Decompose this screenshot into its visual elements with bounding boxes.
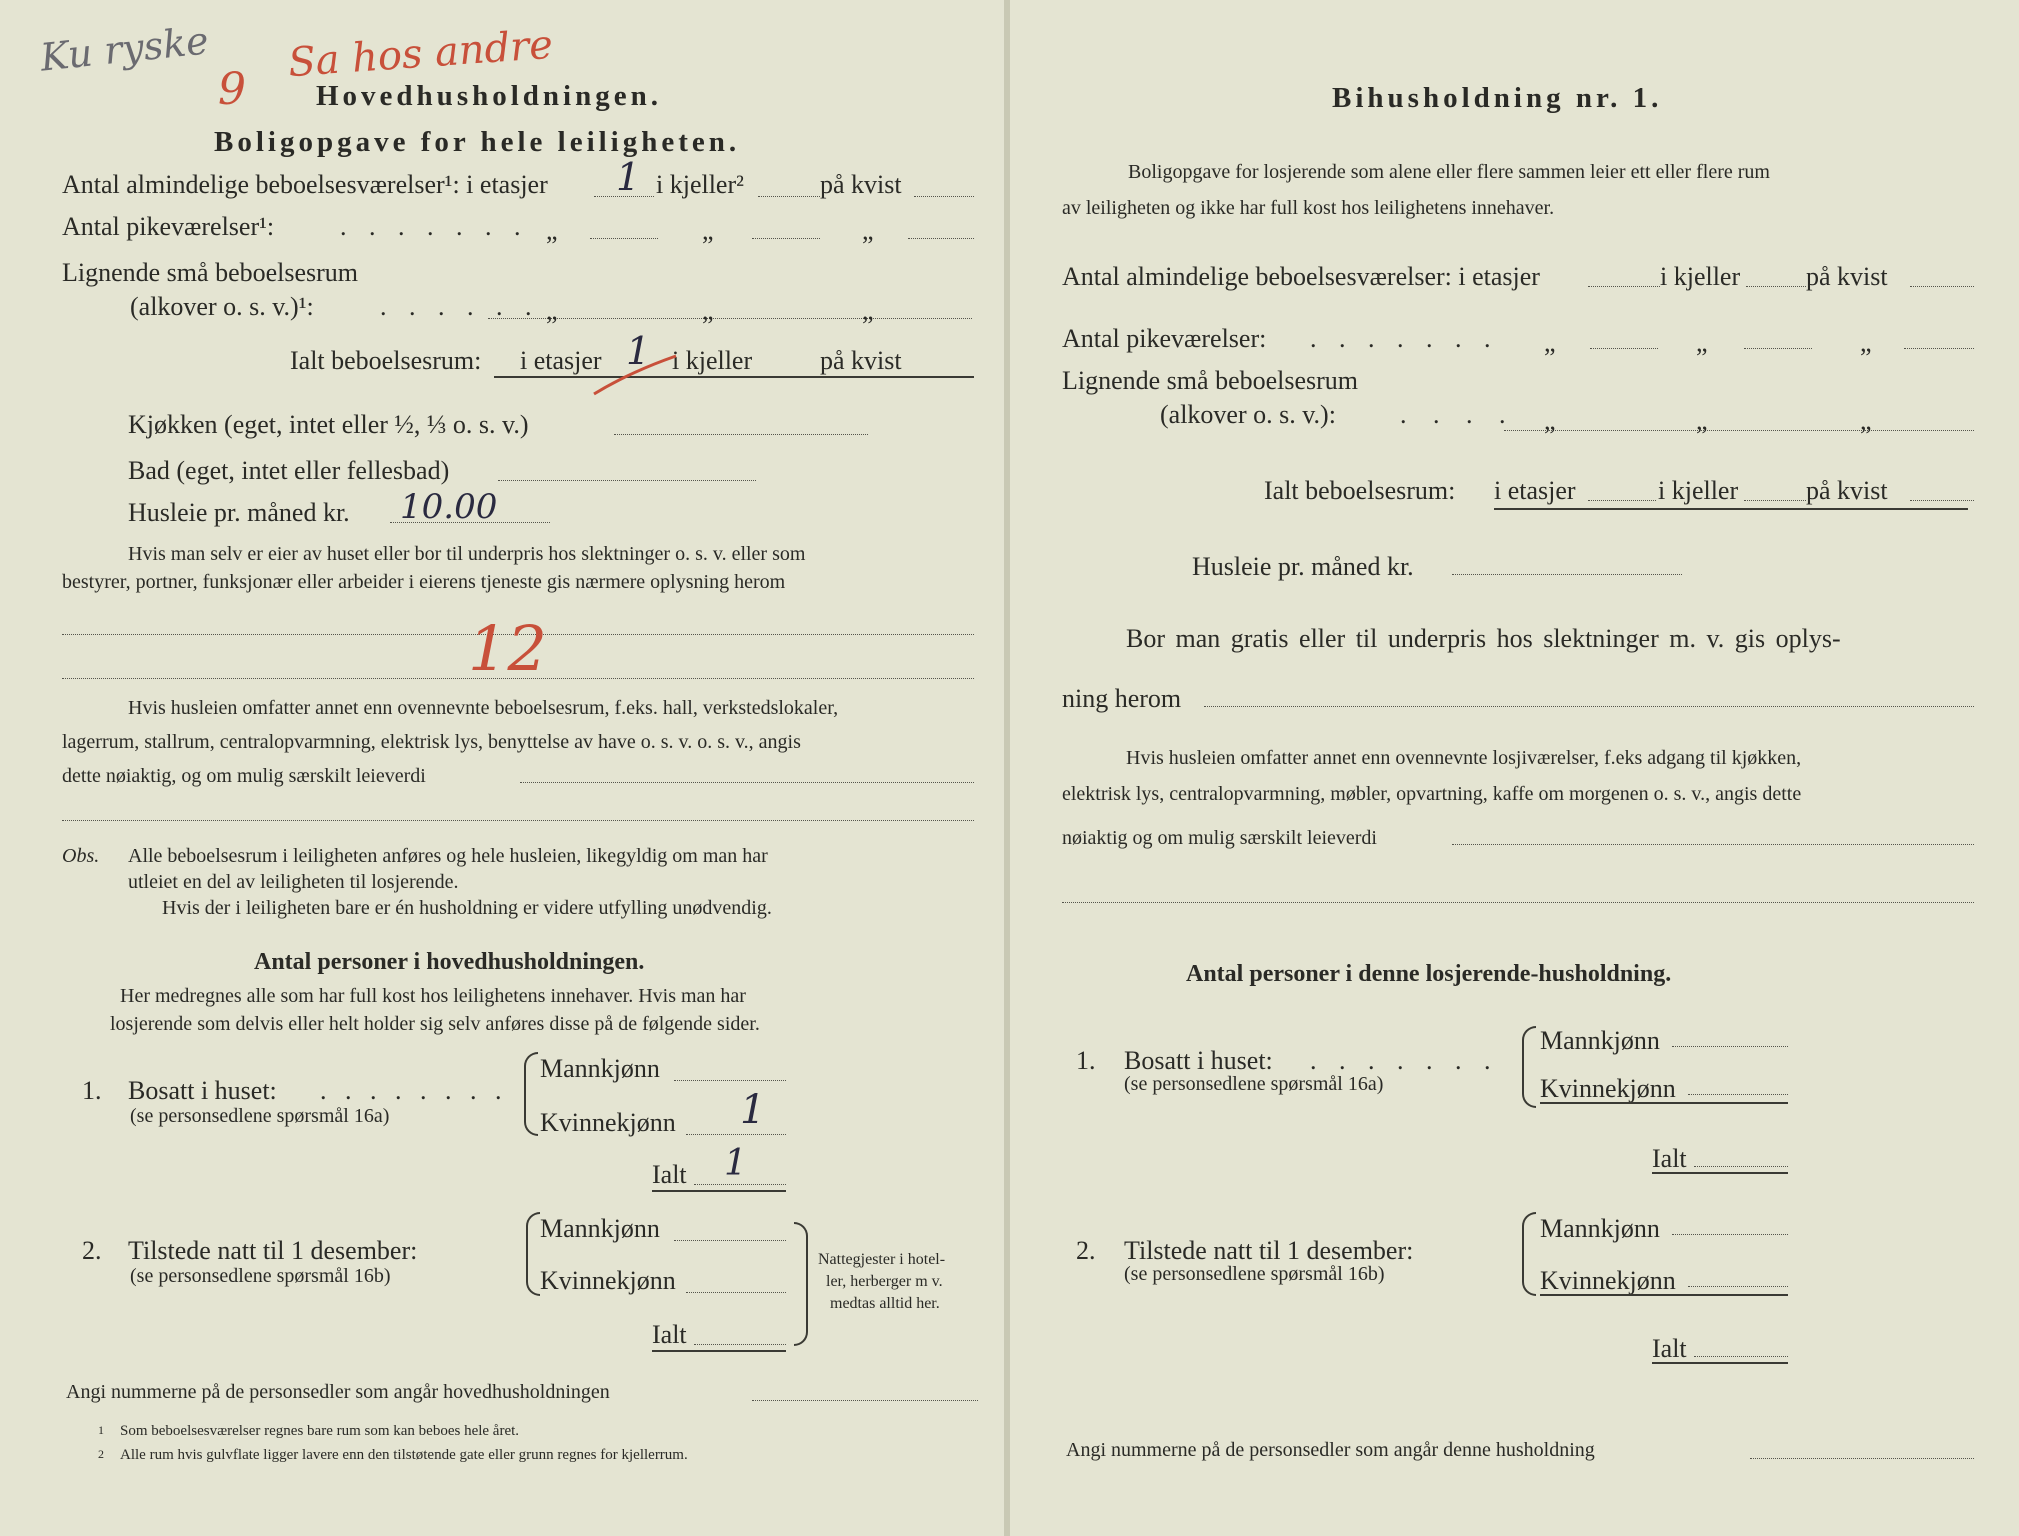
- left-bad: Bad (eget, intet eller fellesbad): [128, 456, 450, 485]
- right-ialt-kjeller: i kjeller: [1658, 476, 1739, 505]
- left-obs-label: Obs.: [62, 845, 100, 867]
- left-obs-l2: utleiet en del av leiligheten til losjerende.: [128, 871, 459, 893]
- handwriting-number-9: 9: [218, 64, 246, 115]
- right-row1-label: Antal almindelige beboelsesværelser: i etasjer: [1062, 262, 1540, 291]
- right-title: Bihusholdning nr. 1.: [1332, 82, 1663, 114]
- left-para2-line1: [520, 782, 974, 783]
- left-row3-q3: „: [862, 296, 874, 325]
- right-q1-num: 1.: [1076, 1046, 1096, 1075]
- left-para2-l3: dette nøiaktig, og om mulig særskilt leieverdi: [62, 765, 426, 787]
- right-ialt-kvist: på kvist: [1806, 476, 1888, 505]
- right-para-l2: elektrisk lys, centralopvarmning, møbler, opvartning, kaffe om morgenen o. s. v., angis dette: [1062, 783, 1802, 805]
- right-q2-label: Tilstede natt til 1 desember:: [1124, 1236, 1414, 1265]
- right-row2-dots: . . . . . . .: [1310, 324, 1499, 353]
- right-para-l3: nøiaktig og om mulig særskilt leieverdi: [1062, 827, 1377, 849]
- left-angi-line: [752, 1400, 978, 1401]
- right-bor-l2: ning herom: [1062, 684, 1182, 713]
- left-row1-kjeller: i kjeller²: [656, 170, 744, 199]
- left-q1-mann: Mannkjønn: [540, 1054, 660, 1083]
- right-para-line1: [1452, 844, 1974, 845]
- right-ialt-underline: [1494, 508, 1968, 510]
- right-q2-brace: [1522, 1212, 1536, 1296]
- left-persons-l1: Her medregnes alle som har full kost hos leilighetens innehaver. Hvis man har: [120, 985, 746, 1007]
- right-q2-rule: [1540, 1294, 1788, 1296]
- left-row2-line3: [908, 238, 974, 239]
- right-row2-label: Antal pikeværelser:: [1062, 324, 1267, 353]
- left-row3-q2: „: [702, 296, 714, 325]
- left-ialt-etasjer: i etasjer: [520, 346, 602, 375]
- left-q1-ialt-line: [694, 1184, 786, 1185]
- right-q1-ialt: Ialt: [1652, 1144, 1687, 1173]
- right-row2-q3: „: [1860, 328, 1872, 357]
- left-fn1-num: 1: [98, 1423, 104, 1437]
- left-fn2-num: 2: [98, 1447, 104, 1461]
- left-row1-label: Antal almindelige beboelsesværelser¹: i etasjer: [62, 170, 548, 199]
- right-row3-label2: (alkover o. s. v.):: [1160, 400, 1336, 429]
- right-row3-q3: „: [1860, 406, 1872, 435]
- left-ialt-label: Ialt beboelsesrum:: [290, 346, 482, 375]
- right-para-line2: [1062, 902, 1974, 903]
- left-natt-note-2: ler, herberger m v.: [826, 1273, 943, 1290]
- right-q1-kvinne-line: [1688, 1094, 1788, 1095]
- left-q1-ialt-rule: [652, 1190, 786, 1192]
- right-husleie-line: [1452, 574, 1682, 575]
- left-kjokken: Kjøkken (eget, intet eller ½, ⅓ o. s. v.): [128, 410, 529, 439]
- right-persons-title: Antal personer i denne losjerende-husholdning.: [1186, 961, 1672, 987]
- left-persons-title: Antal personer i hovedhusholdningen.: [254, 949, 645, 975]
- left-para2-l2: lagerrum, stallrum, centralopvarmning, elektrisk lys, benyttelse av have o. s. v. o. s. v., angis: [62, 731, 801, 753]
- left-row2-q3: „: [862, 216, 874, 245]
- handwriting-kvinne: 1: [740, 1087, 766, 1133]
- left-q2-mann-line: [674, 1240, 786, 1241]
- left-title: Hovedhusholdningen.: [316, 80, 662, 112]
- right-q2-ialt-rule: [1652, 1362, 1788, 1364]
- left-row1-line2: [758, 196, 820, 197]
- right-q2-sub: (se personsedlene spørsmål 16b): [1124, 1263, 1385, 1285]
- left-persons-l2: losjerende som delvis eller helt holder sig selv anføres disse på de følgende sider.: [110, 1013, 760, 1035]
- right-husleie: Husleie pr. måned kr.: [1192, 552, 1414, 581]
- left-row3-dots: . . . . . .: [380, 292, 540, 321]
- left-fn1: Som beboelsesværelser regnes bare rum som kan beboes hele året.: [120, 1423, 520, 1439]
- left-q1-kvinne: Kvinnekjønn: [540, 1108, 676, 1137]
- right-q1-dots: . . . . . . .: [1310, 1046, 1499, 1075]
- right-row2-line2: [1744, 348, 1812, 349]
- right-row1-kvist: på kvist: [1806, 262, 1888, 291]
- page-fold: [1004, 0, 1010, 1536]
- handwriting-big-12: 12: [468, 612, 547, 685]
- right-q2-num: 2.: [1076, 1236, 1096, 1265]
- left-q1-num: 1.: [82, 1076, 102, 1105]
- right-ialt-etasjer: i etasjer: [1494, 476, 1576, 505]
- left-obs-l3: Hvis der i leiligheten bare er én husholdning er videre utfylling unødvendig.: [162, 897, 772, 919]
- left-q1-mann-line: [674, 1080, 786, 1081]
- right-q1-brace: [1522, 1026, 1536, 1108]
- left-row3-line1: [488, 318, 972, 319]
- left-q1-label: Bosatt i huset:: [128, 1076, 277, 1105]
- handwriting-etasjer-1: 1: [616, 155, 641, 199]
- right-row3-dots: . . . .: [1400, 400, 1516, 429]
- right-q1-ialt-line: [1694, 1166, 1788, 1167]
- left-husleie: Husleie pr. måned kr.: [128, 498, 350, 527]
- right-q2-kvinne-line: [1688, 1286, 1788, 1287]
- left-row1-line3: [914, 196, 974, 197]
- right-q2-mann-line: [1672, 1234, 1788, 1235]
- left-q2-ialt-line: [694, 1344, 786, 1345]
- right-row2-q2: „: [1696, 328, 1708, 357]
- left-q2-kvinne-line: [686, 1292, 786, 1293]
- left-para1-l1: Hvis man selv er eier av huset eller bor til underpris hos slektninger o. s. v. eller som: [128, 543, 806, 565]
- left-fn2: Alle rum hvis gulvflate ligger lavere enn den tilstøtende gate eller grunn regnes for kjellerrum.: [120, 1447, 688, 1463]
- handwriting-top-left-1: Ku ryske: [38, 18, 211, 80]
- right-q2-ialt-line: [1694, 1356, 1788, 1357]
- right-row1-line3: [1910, 286, 1974, 287]
- left-para1-l2: bestyrer, portner, funksjonær eller arbeider i eierens tjeneste gis nærmere oplysning herom: [62, 571, 786, 593]
- left-q2-ialt-rule: [652, 1350, 786, 1352]
- left-bad-line: [498, 480, 756, 481]
- left-row2-line1: [590, 238, 658, 239]
- left-q1-ialt: Ialt: [652, 1160, 687, 1189]
- right-row2-line1: [1590, 348, 1658, 349]
- right-row1-line2: [1746, 286, 1806, 287]
- left-angi: Angi nummerne på de personsedler som angår hovedhusholdningen: [66, 1381, 610, 1403]
- left-para2-l1: Hvis husleien omfatter annet enn ovennevnte beboelsesrum, f.eks. hall, verkstedslokaler,: [128, 697, 839, 719]
- left-kjokken-line: [614, 434, 868, 435]
- left-row3-q1: „: [546, 296, 558, 325]
- right-q2-ialt: Ialt: [1652, 1334, 1687, 1363]
- right-q1-mann: Mannkjønn: [1540, 1026, 1660, 1055]
- handwriting-top-left-2: Sa hos andre: [286, 21, 555, 87]
- handwriting-ialt-etasjer-1: 1: [626, 329, 651, 373]
- left-natt-note-3: medtas alltid her.: [830, 1295, 940, 1312]
- left-row2-line2: [752, 238, 820, 239]
- left-q2-ialt: Ialt: [652, 1320, 687, 1349]
- right-row1-line1: [1588, 286, 1660, 287]
- handwriting-husleie: 10.00: [400, 487, 498, 527]
- right-bor-line: [1204, 706, 1974, 707]
- right-q1-rule: [1540, 1102, 1788, 1104]
- right-q2-kvinne: Kvinnekjønn: [1540, 1266, 1676, 1295]
- left-row2-q2: „: [702, 216, 714, 245]
- left-row3-label2: (alkover o. s. v.)¹:: [130, 292, 314, 321]
- left-row2-dots: . . . . . . .: [340, 212, 529, 241]
- left-obs-l1: Alle beboelsesrum i leiligheten anføres og hele husleien, likegyldig om man har: [128, 845, 768, 867]
- right-row2-q1: „: [1544, 328, 1556, 357]
- left-q2-num: 2.: [82, 1236, 102, 1265]
- left-q2-label: Tilstede natt til 1 desember:: [128, 1236, 418, 1265]
- left-row3-label1: Lignende små beboelsesrum: [62, 258, 359, 287]
- left-q2-sub: (se personsedlene spørsmål 16b): [130, 1265, 391, 1287]
- right-q1-sub: (se personsedlene spørsmål 16a): [1124, 1073, 1384, 1095]
- right-row2-line3: [1904, 348, 1974, 349]
- right-intro-l2: av leiligheten og ikke har full kost hos leilighetens innehaver.: [1062, 197, 1555, 219]
- right-ialt-label: Ialt beboelsesrum:: [1264, 476, 1456, 505]
- red-strike-mark: [590, 350, 680, 400]
- left-q2-kvinne: Kvinnekjønn: [540, 1266, 676, 1295]
- left-subtitle: Boligopgave for hele leiligheten.: [214, 126, 741, 158]
- handwriting-ialt: 1: [724, 1143, 747, 1184]
- right-ialt-line1: [1588, 500, 1656, 501]
- right-angi-line: [1750, 1458, 1974, 1459]
- left-q2-mann: Mannkjønn: [540, 1214, 660, 1243]
- right-ialt-line2: [1744, 500, 1806, 501]
- right-row1-kjeller: i kjeller: [1660, 262, 1741, 291]
- left-ialt-kjeller: i kjeller: [672, 346, 753, 375]
- right-ialt-line3: [1910, 500, 1974, 501]
- right-q1-label: Bosatt i huset:: [1124, 1046, 1273, 1075]
- left-natt-note-1: Nattegjester i hotel-: [818, 1251, 946, 1268]
- right-row3-label1: Lignende små beboelsesrum: [1062, 366, 1359, 395]
- left-q1-kvinne-line: [686, 1134, 786, 1135]
- left-q1-brace: [524, 1052, 538, 1136]
- right-row3-line1: [1504, 430, 1974, 431]
- right-row3-q1: „: [1544, 406, 1556, 435]
- right-para-l1: Hvis husleien omfatter annet enn ovennevnte losjiværelser, f.eks adgang til kjøkken,: [1126, 747, 1802, 769]
- right-q1-kvinne: Kvinnekjønn: [1540, 1074, 1676, 1103]
- left-q2-brace-right: [794, 1222, 808, 1346]
- left-row1-kvist: på kvist: [820, 170, 902, 199]
- left-ialt-kvist: på kvist: [820, 346, 902, 375]
- left-para2-line2: [62, 820, 974, 821]
- right-q1-mann-line: [1672, 1046, 1788, 1047]
- right-q1-ialt-rule: [1652, 1172, 1788, 1174]
- left-row2-label: Antal pikeværelser¹:: [62, 212, 275, 241]
- right-angi: Angi nummerne på de personsedler som angår denne husholdning: [1066, 1439, 1595, 1461]
- right-row3-q2: „: [1696, 406, 1708, 435]
- left-q1-dots: . . . . . . . .: [320, 1076, 508, 1105]
- right-q2-mann: Mannkjønn: [1540, 1214, 1660, 1243]
- left-ialt-underline: [494, 376, 974, 378]
- left-row2-q1: „: [546, 216, 558, 245]
- right-bor-l1: Bor man gratis eller til underpris hos slektninger m. v. gis oplys-: [1126, 624, 1841, 653]
- left-q1-sub: (se personsedlene spørsmål 16a): [130, 1105, 390, 1127]
- left-q2-brace: [526, 1212, 540, 1296]
- right-intro-l1: Boligopgave for losjerende som alene eller flere sammen leier ett eller flere rum: [1128, 161, 1770, 183]
